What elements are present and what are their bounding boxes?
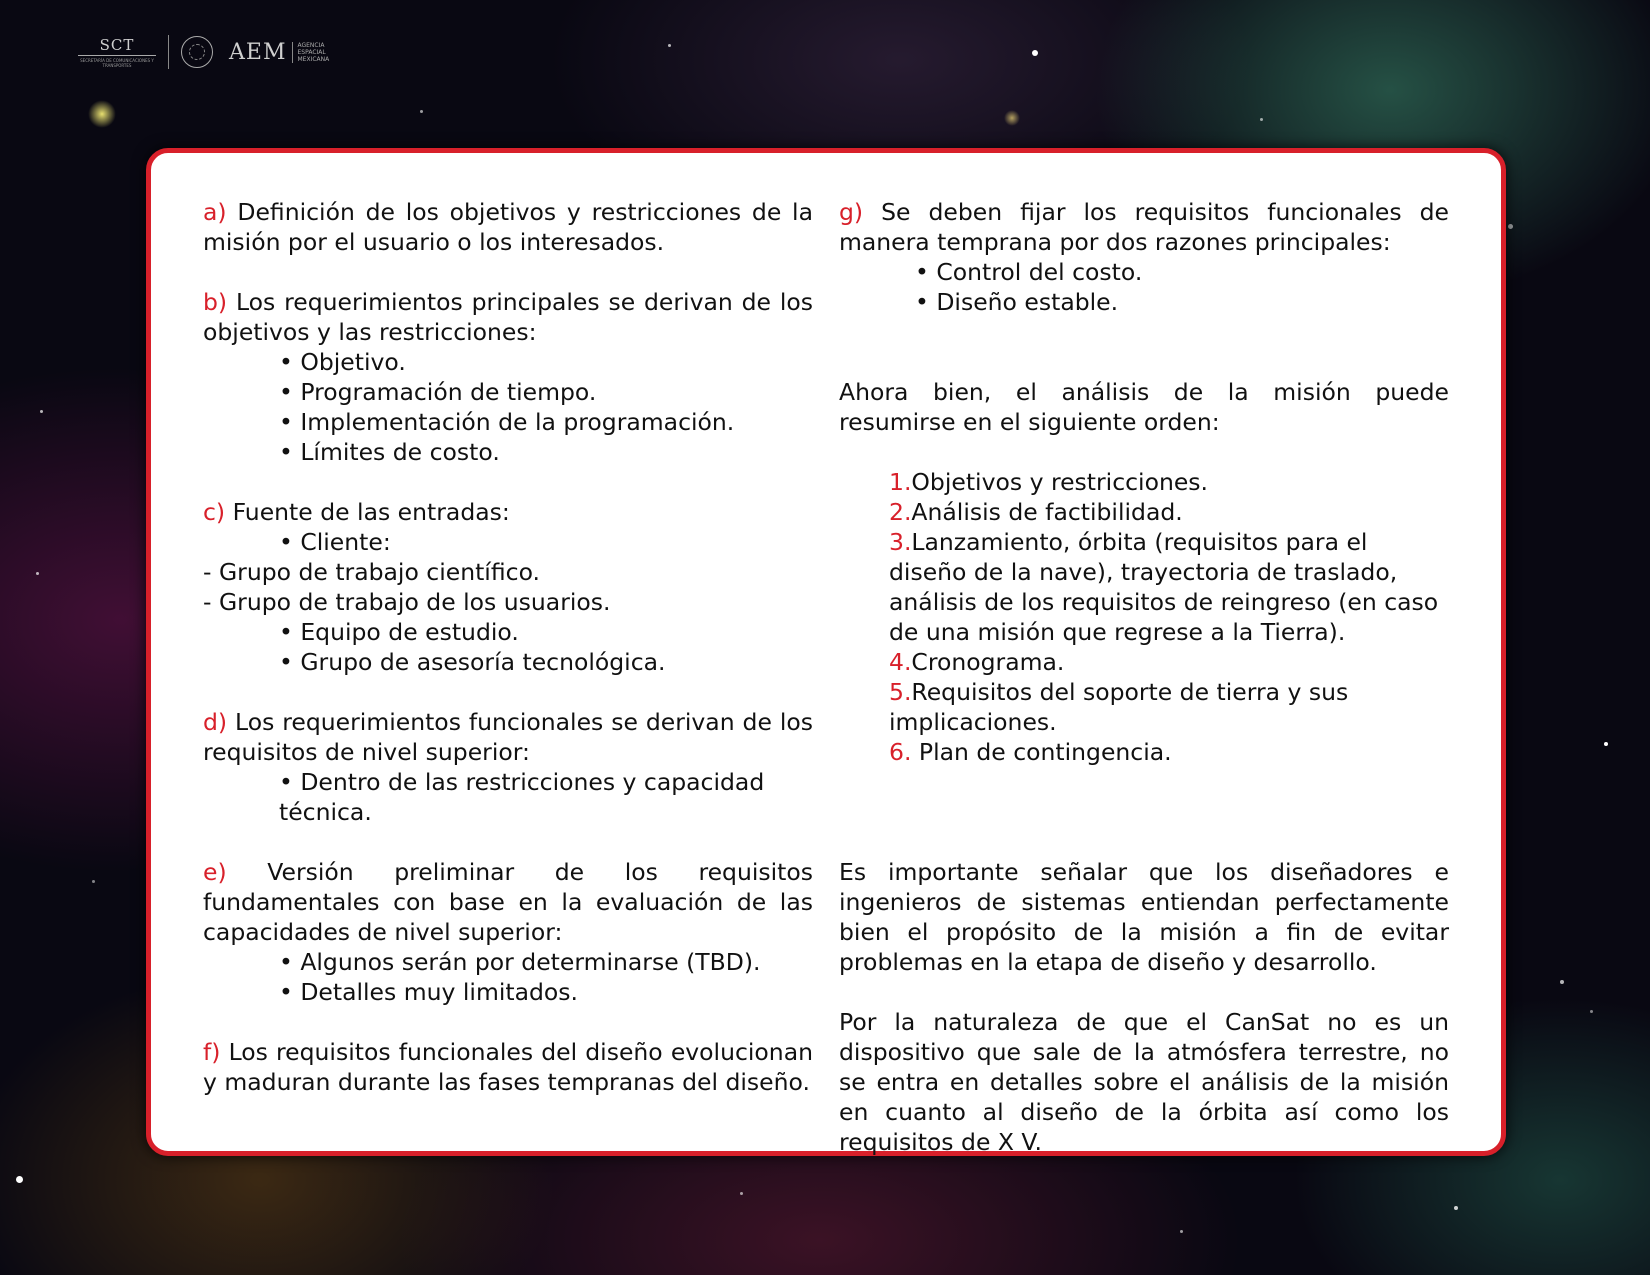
aem-logo-text: AEM	[229, 39, 287, 65]
star	[668, 44, 671, 47]
star	[92, 880, 95, 883]
sct-logo-text: SCT	[99, 35, 135, 54]
list-item: • Objetivo.	[279, 348, 406, 376]
step-text: Requisitos del soporte de tierra y sus implicaciones.	[889, 678, 1349, 736]
star	[1590, 1010, 1593, 1013]
star	[740, 1192, 743, 1195]
star	[1180, 1230, 1183, 1233]
mexico-seal-icon	[181, 36, 213, 68]
section-d-text: Los requerimientos funcionales se derivan de los requisitos de nivel superior:	[203, 708, 813, 766]
star	[1454, 1206, 1458, 1210]
section-d	[203, 707, 813, 767]
note-paragraph: Es importante señalar que los diseñadores e ingenieros de sistemas entiendan perfectamente bien el propósito de la misión a fin de evitar problemas en la etapa de diseño y desarrollo.	[839, 858, 1449, 976]
numbered-step	[839, 467, 1449, 497]
step-text: Cronograma.	[911, 648, 1065, 676]
bokeh-light	[88, 100, 116, 128]
list-item: • Algunos serán por determinarse (TBD).	[279, 948, 761, 976]
numbered-step	[839, 677, 1449, 737]
step-number: 2.	[889, 498, 912, 526]
section-c-text: Fuente de las entradas:	[232, 498, 510, 526]
section-c-marker: c)	[203, 498, 226, 526]
list-item-continuation: técnica.	[279, 798, 372, 826]
list-item: • Control del costo.	[915, 258, 1143, 286]
section-d-marker: d)	[203, 708, 228, 736]
star	[1604, 742, 1608, 746]
section-g	[839, 197, 1449, 257]
section-a	[203, 197, 813, 257]
section-f-text: Los requisitos funcionales del diseño evolucionan y maduran durante las fases tempranas del diseño.	[203, 1038, 813, 1096]
section-a-marker: a)	[203, 198, 227, 226]
star	[16, 1176, 23, 1183]
numbered-step	[839, 527, 1449, 647]
step-number: 5.	[889, 678, 912, 706]
section-g-text: Se deben fijar los requisitos funcionales de manera temprana por dos razones principales:	[839, 198, 1449, 256]
star	[1260, 118, 1263, 121]
step-text: Objetivos y restricciones.	[911, 468, 1209, 496]
star	[1560, 980, 1564, 984]
dash-item: - Grupo de trabajo científico.	[203, 558, 540, 586]
numbered-step	[839, 647, 1449, 677]
section-b-marker: b)	[203, 288, 228, 316]
numbered-step	[839, 737, 1449, 767]
right-column	[839, 197, 1449, 1157]
list-item: • Detalles muy limitados.	[279, 978, 578, 1006]
section-c	[203, 497, 813, 527]
star	[1032, 50, 1038, 56]
header-logos	[78, 32, 345, 72]
star	[36, 572, 39, 575]
note-paragraph: Por la naturaleza de que el CanSat no es un dispositivo que sale de la atmósfera terrestre, no se entra en detalles sobre el análisis de la misión en cuanto al diseño de la órbita así como los requisitos de X V.	[839, 1008, 1449, 1156]
list-item: • Grupo de asesoría tecnológica.	[279, 648, 666, 676]
logo-divider	[168, 35, 169, 69]
sct-logo-rule	[78, 55, 156, 56]
step-text: Análisis de factibilidad.	[911, 498, 1183, 526]
star	[420, 110, 423, 113]
step-text: Plan de contingencia.	[911, 738, 1172, 766]
list-item: • Cliente:	[279, 528, 391, 556]
bokeh-light	[1004, 110, 1020, 126]
star	[1508, 224, 1513, 229]
list-item: • Programación de tiempo.	[279, 378, 597, 406]
aem-logo-subtext: AGENCIA ESPACIAL MEXICANA	[292, 42, 345, 63]
step-number: 4.	[889, 648, 912, 676]
section-b	[203, 287, 813, 347]
list-item: • Implementación de la programación.	[279, 408, 735, 436]
section-g-marker: g)	[839, 198, 864, 226]
list-item: • Diseño estable.	[915, 288, 1119, 316]
numbered-step	[839, 497, 1449, 527]
step-number: 3.	[889, 528, 912, 556]
list-item: • Límites de costo.	[279, 438, 500, 466]
sct-logo-subtext: SECRETARÍA DE COMUNICACIONES Y TRANSPORTES	[80, 57, 154, 68]
section-b-text: Los requerimientos principales se derivan de los objetivos y las restricciones:	[203, 288, 813, 346]
section-f	[203, 1037, 813, 1097]
list-item: • Equipo de estudio.	[279, 618, 519, 646]
section-e-marker: e)	[203, 858, 227, 886]
star	[40, 410, 43, 413]
dash-item: - Grupo de trabajo de los usuarios.	[203, 588, 611, 616]
section-f-marker: f)	[203, 1038, 221, 1066]
sct-logo	[78, 37, 156, 68]
summary-intro: Ahora bien, el análisis de la misión puede resumirse en el siguiente orden:	[839, 378, 1449, 436]
section-e	[203, 857, 813, 947]
section-e-text: Versión preliminar de los requisitos fundamentales con base en la evaluación de las capacidades de nivel superior:	[203, 858, 813, 946]
section-a-text: Definición de los objetivos y restricciones de la misión por el usuario o los interesados.	[203, 198, 813, 256]
content-card	[146, 148, 1506, 1156]
step-number: 1.	[889, 468, 912, 496]
step-number: 6.	[889, 738, 912, 766]
left-column	[203, 197, 813, 1097]
step-text: Lanzamiento, órbita (requisitos para el diseño de la nave), trayectoria de traslado, análisis de los requisitos de reingreso (en caso de una misión que regrese a la Tierra).	[889, 528, 1439, 646]
list-item: • Dentro de las restricciones y capacidad	[279, 768, 765, 796]
